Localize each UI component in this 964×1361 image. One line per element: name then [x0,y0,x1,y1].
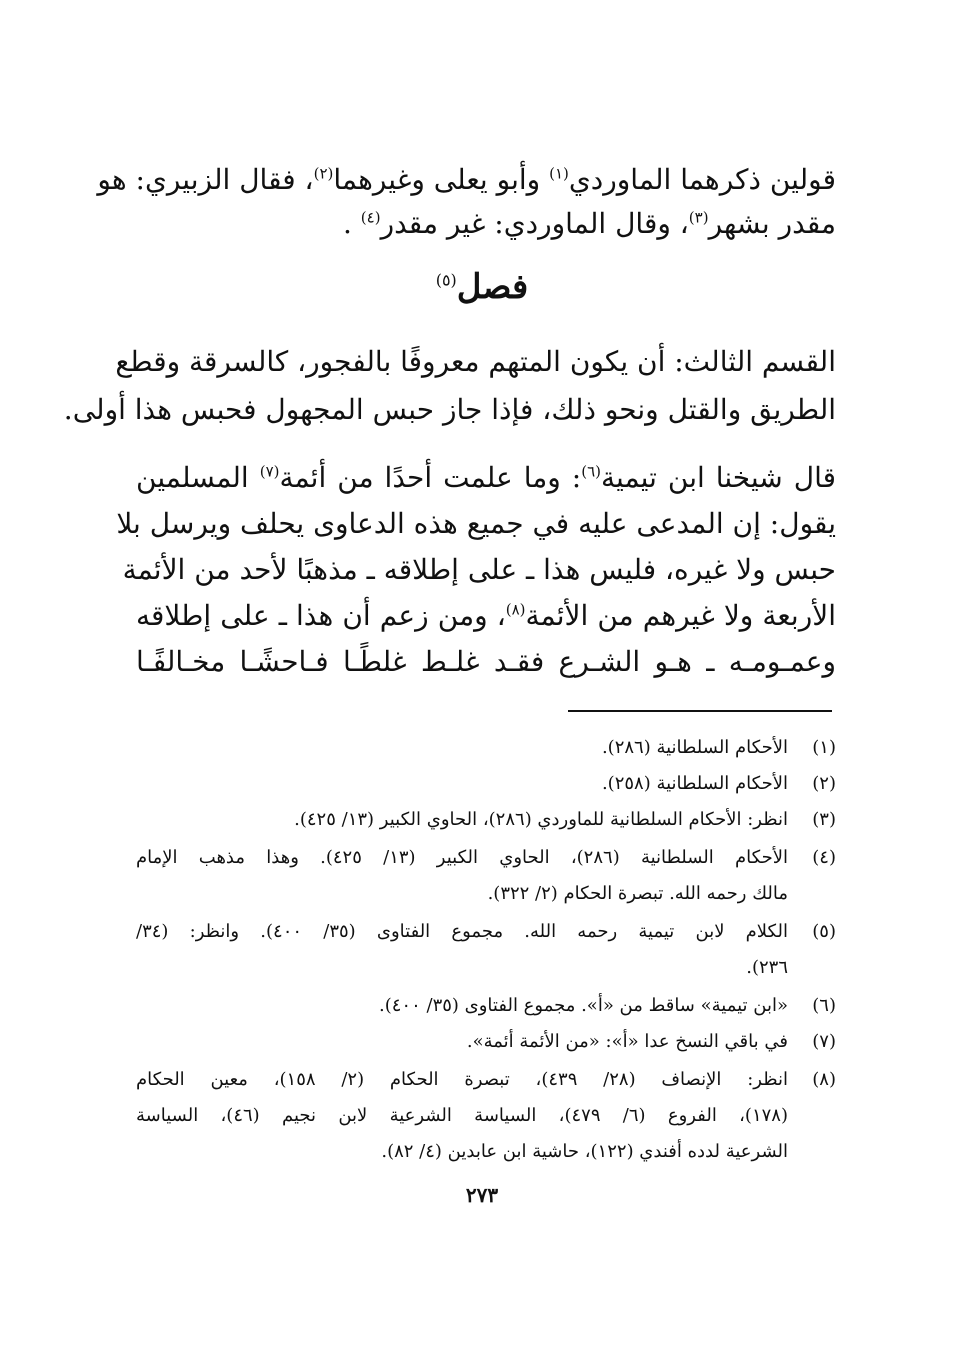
text-run: ، فقال الزبيري: هو [97,163,314,196]
footnote-ref-6: (٦) [581,462,602,481]
footnote-5 [136,914,836,986]
footnote-4 [136,840,836,912]
footnote-text: الأحكام السلطانية (٢٨٦)، الحاوي الكبير (١٣/ ٤٢٥). وهذا مذهب الإمام [136,847,788,868]
text-run: الأربعة ولا غيرهم من الأئمة [525,599,836,632]
footnote-text: مالك رحمه الله. تبصرة الحكام (٢/ ٣٢٢). [487,883,788,904]
footnote-number: (٦) [812,995,836,1016]
footnote-3 [136,802,836,838]
footnote-ref-2: (٢) [313,164,334,183]
footnote-text: انظر: الإنصاف (٢٨/ ٤٣٩)، تبصرة الحكام (٢/ ١٥٨)، معين الحكام [136,1069,788,1090]
page-number: ٢٧٣ [465,1183,499,1207]
footnote-number: (٧) [812,1031,836,1052]
footnote-text: في باقي النسخ عدا «أ»: «من الأئمة أئمة». [466,1031,788,1052]
paragraph-1-line-1 [97,160,836,200]
footnote-ref-4: (٤) [360,208,381,227]
footnote-1 [136,730,836,766]
paragraph-3-line-4 [136,596,836,636]
footnote-number: (٢) [812,773,836,794]
footnote-text: الأحكام السلطانية (٢٥٨). [601,773,788,794]
footnote-separator [568,710,832,712]
paragraph-3-line-3: حبس ولا غيره، فليس هذا ـ على إطلاقه ـ مذهبًا لأحد من الأئمة [122,553,836,586]
footnote-text: ٢٣٦). [746,957,788,978]
text-run: المسلمين [136,461,260,494]
text-run: : وما علمت أحدًا من أئمة [279,461,582,494]
text-run: . [342,207,361,240]
footnote-2 [136,766,836,802]
footnote-ref-1: (١) [549,164,569,183]
footnote-6 [136,988,836,1024]
section-heading [0,264,964,310]
footnote-text: «ابن تيمية» ساقط من «أ». مجموع الفتاوى (٣٥/ ٤٠٠). [379,995,788,1016]
footnote-number: (٣) [812,809,836,830]
footnote-text: الشرعية لدده أفندي (١٢٢)، حاشية ابن عابدين (٤/ ٨٢). [381,1141,788,1162]
footnote-number: (٨) [812,1069,836,1090]
paragraph-3-line-2: يقول: إن المدعى عليه في جميع هذه الدعاوى يحلف ويرسل بلا [116,507,836,540]
text-run: مقدر بشهر [708,207,836,240]
footnote-8 [136,1062,836,1170]
paragraph-3-line-1 [136,458,836,498]
footnote-ref-7: (٧) [259,462,280,481]
footnote-ref-5: (٥) [435,270,457,290]
footnote-ref-3: (٣) [688,208,709,227]
footnote-number: (٤) [812,847,836,868]
text-run: قال شيخنا ابن تيمية [601,461,837,494]
heading-title: فصل [456,267,529,307]
footnote-number: (٥) [812,921,836,942]
paragraph-3-line-5: وعمـومـه ـ هـو الشـرع فقـد غلـط غلطًـا فـاحشًـا مخـالفًـا [136,645,836,678]
footnote-text: الأحكام السلطانية (٢٨٦). [601,737,788,758]
text-run: ، ومن زعم أن هذا ـ على إطلاقه [136,599,506,632]
text-run: قولين ذكرهما الماوردي [568,163,836,196]
footnote-text: (١٧٨)، الفروع (٦/ ٤٧٩)، السياسة الشرعية لابن نجيم (٤٦)، السياسة [136,1105,788,1126]
paragraph-2-line-1: القسم الثالث: أن يكون المتهم معروفًا بالفجور، كالسرقة وقطع [115,345,836,378]
footnote-7 [136,1024,836,1060]
text-run: ، وقال الماوردي: غير مقدر [380,207,689,240]
paragraph-1-line-2 [343,204,836,244]
text-run: وأبو يعلى وغيرهما [333,163,550,196]
paragraph-2-line-2: الطريق والقتل ونحو ذلك، فإذا جاز حبس المجهول فحبس هذا أولى. [63,393,836,426]
footnote-text: انظر: الأحكام السلطانية للماوردي (٢٨٦)، الحاوي الكبير (١٣/ ٤٢٥). [294,809,788,830]
footnote-text: الكلام لابن تيمية رحمه الله. مجموع الفتاوى (٣٥/ ٤٠٠). وانظر: (٣٤/ [136,921,788,942]
footnote-ref-8: (٨) [505,600,526,619]
footnote-number: (١) [812,737,836,758]
